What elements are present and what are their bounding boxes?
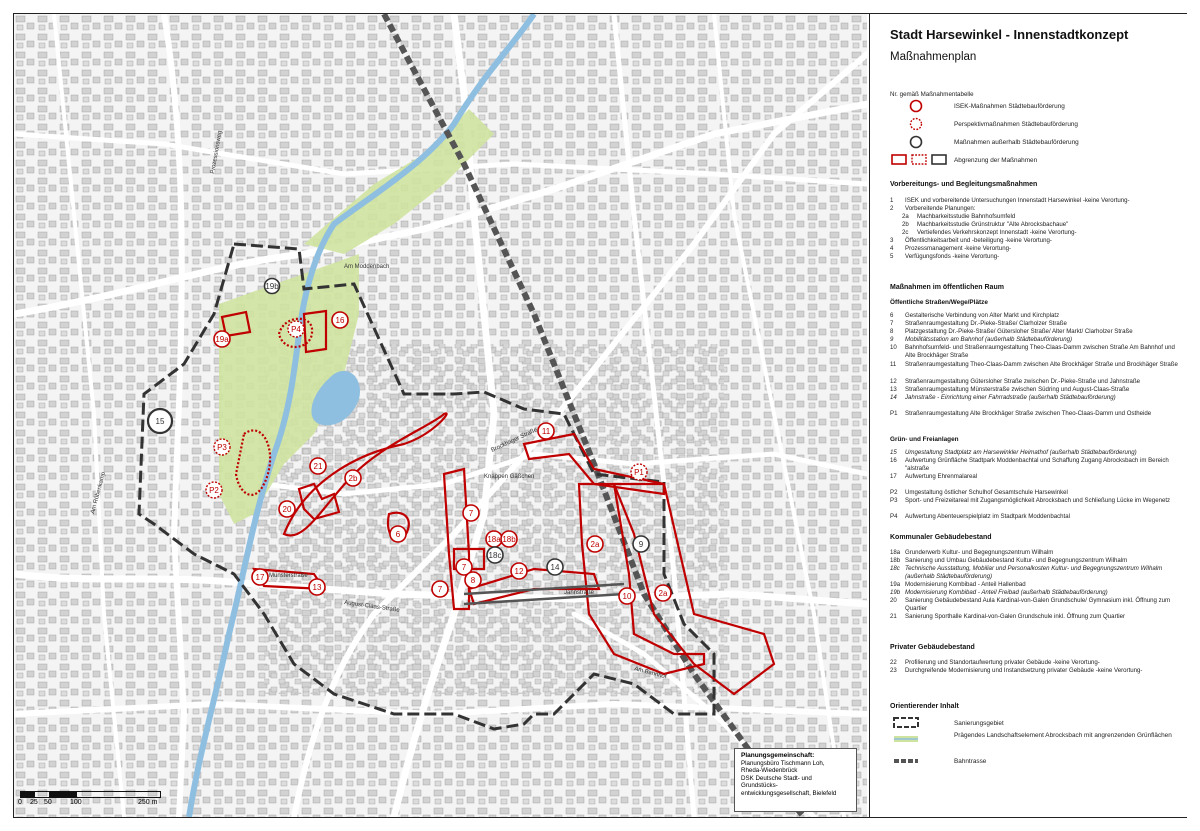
legend-label-landschaft: Prägendes Landschaftselement Abrocksbach mit angrenzenden Grünflächen: [954, 732, 1172, 739]
svg-text:Knappen Gäßchen: Knappen Gäßchen: [484, 474, 535, 480]
list-item: 8 Platzgestaltung Dr.-Pieke-Straße/ Gütersloher Straße/ Alter Markt/ Clarholzer Straße: [890, 328, 1133, 335]
marker-18b[interactable]: [501, 531, 517, 547]
svg-text:6: 6: [395, 530, 401, 539]
list-item: 9 Mobilitätsstation am Bahnhof (außerhalb Städtebauförderung): [890, 336, 1073, 343]
rail-dash-icon: [890, 754, 930, 768]
list-item: 17 Aufwertung Ehrenmalareal: [890, 473, 978, 480]
marker-P4[interactable]: [288, 321, 304, 337]
marker-19a[interactable]: [214, 331, 230, 347]
marker-21[interactable]: [310, 458, 326, 474]
svg-text:19a: 19a: [215, 335, 229, 344]
marker-19b[interactable]: [265, 279, 280, 294]
marker-16[interactable]: [332, 312, 348, 328]
svg-text:15: 15: [155, 417, 165, 426]
svg-text:P2: P2: [209, 486, 219, 495]
legend-label-sanierungsgebiet: Sanierungsgebiet: [954, 719, 1004, 727]
marker-20[interactable]: [279, 501, 295, 517]
list-item: P1 Straßenraumgestaltung Alte Brockhäger Straße zwischen Theo-Claas-Damm und Ostheide: [890, 410, 1152, 417]
legend-row-landschaft: [890, 732, 1172, 746]
svg-text:19b: 19b: [265, 282, 279, 291]
marker-8[interactable]: [465, 572, 481, 588]
list-item: 2a Machbarkeitsstudie Bahnhofsumfeld: [902, 213, 1016, 220]
marker-P2[interactable]: [206, 482, 222, 498]
marker-13[interactable]: [309, 579, 325, 595]
svg-text:P3: P3: [217, 443, 227, 452]
svg-text:Jahnstraße: Jahnstraße: [564, 590, 595, 596]
svg-text:2a: 2a: [658, 589, 668, 598]
map-svg: [14, 14, 867, 817]
section-kommunal: Kommunaler Gebäudebestand: [890, 534, 992, 541]
list-item: 6 Gestalterische Verbindung von Alter Markt und Kirchplatz: [890, 312, 1060, 319]
svg-text:16: 16: [335, 316, 345, 325]
svg-text:21: 21: [313, 462, 323, 471]
svg-text:Prozessionsweg: Prozessionsweg: [210, 130, 224, 175]
list-item: 14 Jahnstraße - Einrichtung einer Fahrradstraße (außerhalb Städtebauförderung): [890, 394, 1116, 401]
svg-text:P1: P1: [634, 468, 644, 477]
svg-text:18a: 18a: [487, 535, 501, 544]
list-item: 2c Vertiefendes Verkehrskonzept Innenstadt -keine Verortung-: [902, 229, 1077, 236]
list-item: 5 Verfügungsfonds -keine Verortung-: [890, 253, 1000, 260]
svg-text:11: 11: [541, 427, 551, 436]
svg-text:Brockhäger Straße: Brockhäger Straße: [490, 427, 539, 454]
list-item: 3 Öffentlichkeitsarbeit und -beteiligung -keine Verortung-: [890, 237, 1052, 244]
svg-text:Am Moddenbach: Am Moddenbach: [344, 264, 390, 270]
list-item: 18c Technische Ausstattung, Mobiliar und Personalkosten Kultur- und Begegnungszentrum Wilhalm (außerhalb Städtebauförderung): [890, 565, 1163, 580]
list-item: 7 Straßenraumgestaltung Dr.-Pieke-Straße/ Clarholzer Straße: [890, 320, 1067, 327]
legend-row-ausserhalb: [890, 135, 1079, 149]
svg-text:Münsterstraße: Münsterstraße: [269, 573, 308, 579]
dashed-box-icon: [890, 716, 930, 730]
dotted-circle-icon: [890, 117, 930, 131]
legend-row-isek: [890, 99, 1065, 113]
svg-text:2b: 2b: [348, 474, 358, 483]
list-item: 16 Aufwertung Grünfläche Stadtpark Moddenbachtal und Schaffung Zugang Abrocksbach im Bereich "alstraße: [890, 457, 1169, 472]
scale-label-100: 100: [70, 799, 82, 806]
marker-17[interactable]: [252, 569, 268, 585]
marker-2b[interactable]: [345, 470, 361, 486]
list-item: 15 Umgestaltung Stadtplatz am Harsewinkler Heimathof (außerhalb Städtebauförderung): [890, 449, 1137, 456]
svg-text:18c: 18c: [488, 551, 502, 560]
section-privat: Privater Gebäudebestand: [890, 644, 975, 651]
list-item: P4 Aufwertung Abenteuerspielplatz im Stadtpark Moddenbachtal: [890, 513, 1070, 520]
list-item: 11 Straßenraumgestaltung Theo-Claas-Damm zwischen Alte Brockhäger Straße und Brockhäger Straße: [890, 361, 1178, 368]
svg-text:20: 20: [282, 505, 292, 514]
svg-text:9: 9: [638, 540, 644, 549]
credit-heading: Planungsgemeinschaft:: [741, 752, 815, 759]
list-item: 4 Prozessmanagement -keine Verortung-: [890, 245, 1012, 252]
marker-7c[interactable]: [432, 581, 448, 597]
boundary-boxes-icon: [890, 153, 952, 167]
marker-P3[interactable]: [214, 439, 230, 455]
legend-label-perspektiv: Perspektivmaßnahmen Städtebauförderung: [954, 120, 1078, 128]
scale-label-250: 250 m: [138, 799, 158, 806]
marker-18c[interactable]: [487, 547, 503, 563]
list-item: 2b Machbarkeitsstudie Grünstruktur "Alte Abrocksbachaue": [902, 221, 1069, 228]
list-item: 20 Sanierung Gebäudebestand Aula Kardinal-von-Galen Grundschule/ Gymnasium inkl. Öffnung zum Quartier: [890, 597, 1171, 612]
list-item: 19a Modernisierung Kombibad - Anteil Hallenbad: [890, 581, 1026, 588]
list-item: 18a Grunderwerb Kultur- und Begegnungszentrum Wilhalm: [890, 549, 1054, 556]
svg-text:10: 10: [622, 592, 632, 601]
marker-6[interactable]: [390, 526, 406, 542]
map-subtitle: Maßnahmenplan: [890, 51, 977, 63]
scale-label-0: 0: [18, 799, 22, 806]
map-canvas[interactable]: [14, 14, 867, 817]
svg-text:8: 8: [470, 576, 476, 585]
list-item: 22 Profilierung und Standortaufwertung privater Gebäude -keine Verortung-: [890, 659, 1100, 666]
marker-11[interactable]: [538, 423, 554, 439]
svg-text:14: 14: [550, 563, 560, 572]
credit-line-4: entwicklungsgesellschaft, Bielefeld: [741, 789, 837, 797]
list-item: 18b Sanierung und Umbau Gebäudebestand Kultur- und Begegnungszentrum Wilhalm: [890, 557, 1128, 564]
section-orientierend: Orientierender Inhalt: [890, 703, 959, 710]
credit-line-1: Planungsbüro Tischmann Loh,: [741, 759, 825, 767]
list-item: P2 Umgestaltung östlicher Schulhof Gesamtschule Harsewinkel: [890, 489, 1068, 496]
legend-label-ausserhalb: Maßnahmen außerhalb Städtebauförderung: [954, 138, 1079, 146]
legend-row-sanierungsgebiet: [890, 716, 1004, 730]
legend-note: Nr. gemäß Maßnahmentabelle: [890, 91, 974, 98]
legend-row-abgrenzung: [890, 153, 1038, 167]
marker-15[interactable]: [148, 409, 172, 433]
svg-text:7: 7: [468, 509, 474, 518]
marker-18a[interactable]: [486, 531, 502, 547]
svg-text:Am Rübenkamp: Am Rübenkamp: [90, 471, 108, 515]
svg-text:12: 12: [514, 567, 524, 576]
marker-P1[interactable]: [631, 464, 647, 480]
solid-circle-icon: [890, 99, 930, 113]
green-band-icon: [890, 732, 930, 746]
marker-12[interactable]: [511, 563, 527, 579]
svg-text:August-Claas-Straße: August-Claas-Straße: [343, 600, 401, 614]
scale-bar-frame: [20, 791, 161, 798]
list-item: 13 Straßenraumgestaltung Münsterstraße zwischen Südring und August-Claas-Straße: [890, 386, 1130, 393]
marker-2a[interactable]: [587, 536, 603, 552]
marker-10[interactable]: [619, 588, 635, 604]
svg-text:2a: 2a: [590, 540, 600, 549]
svg-text:18b: 18b: [502, 535, 516, 544]
marker-9[interactable]: [633, 536, 649, 552]
list-item: 1 ISEK und vorbereitende Untersuchungen Innenstadt Harsewinkel -keine Verortung-: [890, 197, 1130, 204]
legend-label-bahntrasse: Bahntrasse: [954, 757, 987, 765]
marker-7a[interactable]: [463, 505, 479, 521]
scale-bar: [18, 787, 188, 813]
section-vorbereitung: Vorbereitungs- und Begleitungsmaßnahmen: [890, 181, 1038, 188]
marker-14[interactable]: [547, 559, 563, 575]
svg-text:Am Bahnhof: Am Bahnhof: [633, 666, 667, 681]
scale-label-25: 25: [30, 799, 38, 806]
credit-line-2: Rheda-Wiedenbrück: [741, 767, 798, 774]
svg-text:P4: P4: [291, 325, 301, 334]
credit-line-3: DSK Deutsche Stadt- und Grundstücks-: [741, 774, 812, 789]
list-item: 2 Vorbereitende Planungen:: [890, 205, 976, 212]
list-item: 23 Durchgreifende Modernisierung und Instandsetzung privater Gebäude -keine Verortung-: [890, 667, 1143, 674]
legend-panel: [869, 14, 1187, 817]
section-oeffentlich: Maßnahmen im öffentlichen Raum: [890, 284, 1004, 291]
subsection-strassen: Öffentliche Straßen/Wege/Plätze: [890, 299, 988, 306]
svg-text:7: 7: [437, 585, 443, 594]
list-item: 10 Bahnhofsumfeld- und Straßenraumgestaltung Theo-Claas-Damm zwischen Straße Am Bahnhof und Alte Brockhäger Straße: [890, 344, 1175, 359]
svg-text:7: 7: [461, 563, 467, 572]
marker-2a-b[interactable]: [655, 585, 671, 601]
list-item: 21 Sanierung Sporthalle Kardinal-von-Galen Grundschule inkl. Öffnung zum Quartier: [890, 613, 1126, 620]
dark-circle-icon: [890, 135, 930, 149]
svg-text:17: 17: [255, 573, 265, 582]
list-item: 19b Modernisierung Kombibad - Anteil Freibad (außerhalb Städtebauförderung): [890, 589, 1108, 596]
list-item: P3 Sport- und Freizeitareal mit Zugangsmöglichkeit Abrocksbach und Schließung Lücke im Wegenetz: [890, 497, 1171, 504]
legend-label-abgrenzung: Abgrenzung der Maßnahmen: [954, 156, 1038, 164]
legend-row-perspektiv: [890, 117, 1078, 131]
planning-credit-box: [734, 748, 857, 812]
legend-label-isek: ISEK-Maßnahmen Städtebauförderung: [954, 102, 1065, 110]
subsection-gruen: Grün- und Freianlagen: [890, 436, 959, 443]
list-item: 12 Straßenraumgestaltung Gütersloher Straße zwischen Dr.-Pieke-Straße und Jahnstraße: [890, 378, 1141, 385]
legend-row-bahntrasse: [890, 754, 987, 768]
svg-text:13: 13: [312, 583, 322, 592]
map-title: Stadt Harsewinkel - Innenstadtkonzept: [890, 27, 1129, 42]
scale-label-50: 50: [44, 799, 52, 806]
